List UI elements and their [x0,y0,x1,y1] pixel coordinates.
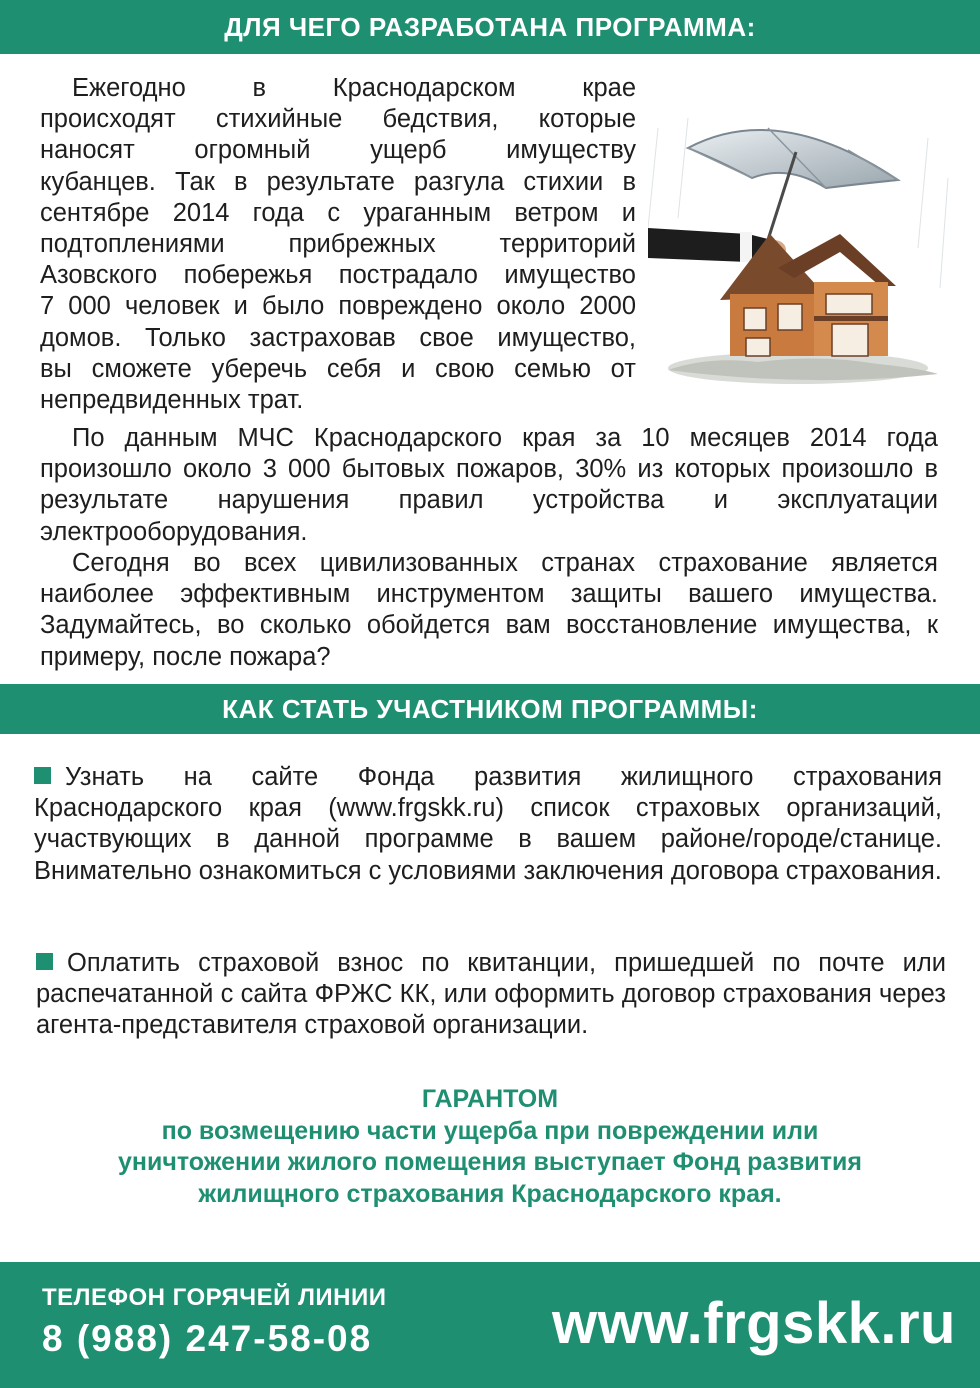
hotline-label: ТЕЛЕФОН ГОРЯЧЕЙ ЛИНИИ [42,1284,387,1311]
guarantor-title: ГАРАНТОМ [421,1085,559,1113]
guarantor-line: по возмещению части ущерба при повреждении или [161,1116,819,1145]
bullet-square-icon [36,953,53,970]
step-text: Узнать на сайте Фонда развития жилищного страхования Краснодарского края (www.frgskk.ru) список страховых организаций, участвующих в данной программе в вашем районе/городе/станице. Внимательно ознакомиться с условиями заключения договора страхования. [34,763,942,885]
section-title-why: ДЛЯ ЧЕГО РАЗРАБОТАНА ПРОГРАММА: [0,0,980,54]
house-under-umbrella-icon [648,118,958,388]
footer [0,1262,980,1388]
list-item [34,762,942,887]
bullet-square-icon [34,767,51,784]
list-item [36,948,946,1042]
fire-statistics-paragraph: По данным МЧС Краснодарского края за 10 месяцев 2014 года произошло около 3 000 бытовых пожаров, 30% из которых произошло в результате нарушения правил устройства и эксплуатации электрооборудования. [40,424,938,546]
guarantor-line: уничтожении жилого помещения выступает Фонд развития [117,1148,862,1176]
guarantor-block [40,1084,940,1210]
hotline-phone[interactable]: 8 (988) 247-58-08 [42,1318,373,1359]
step-text: Оплатить страховой взнос по квитанции, пришедшей по почте или распечатанной с сайта ФРЖС КК, или оформить договор страхования через агента-представителя страховой организации. [36,949,946,1040]
section-title-how: КАК СТАТЬ УЧАСТНИКОМ ПРОГРАММЫ: [0,684,980,734]
website-link[interactable]: www.frgskk.ru [551,1291,956,1356]
intro-paragraph: Ежегодно в Краснодарском крае происходят стихийные бедствия, которые наносят огромный ущерб имуществу кубанцев. Так в результате разгула стихии в сентябре 2014 года с ураганным ветром и подтоплениями прибрежных территорий Азовского побережья пострадало имущество 7 000 человек и было повреждено около 2000 домов. Только застраховав свое имущество, вы сможете уберечь себя и свою семью от непредвиденных трат. [40,74,636,415]
guarantor-line: жилищного страхования Краснодарского края. [198,1179,782,1208]
insurance-advice-paragraph: Сегодня во всех цивилизованных странах страхование является наиболее эффективным инструментом защиты вашего имущества. Задумайтесь, во сколько обойдется вам восстановление имущества, к примеру, после пожара? [40,549,938,671]
